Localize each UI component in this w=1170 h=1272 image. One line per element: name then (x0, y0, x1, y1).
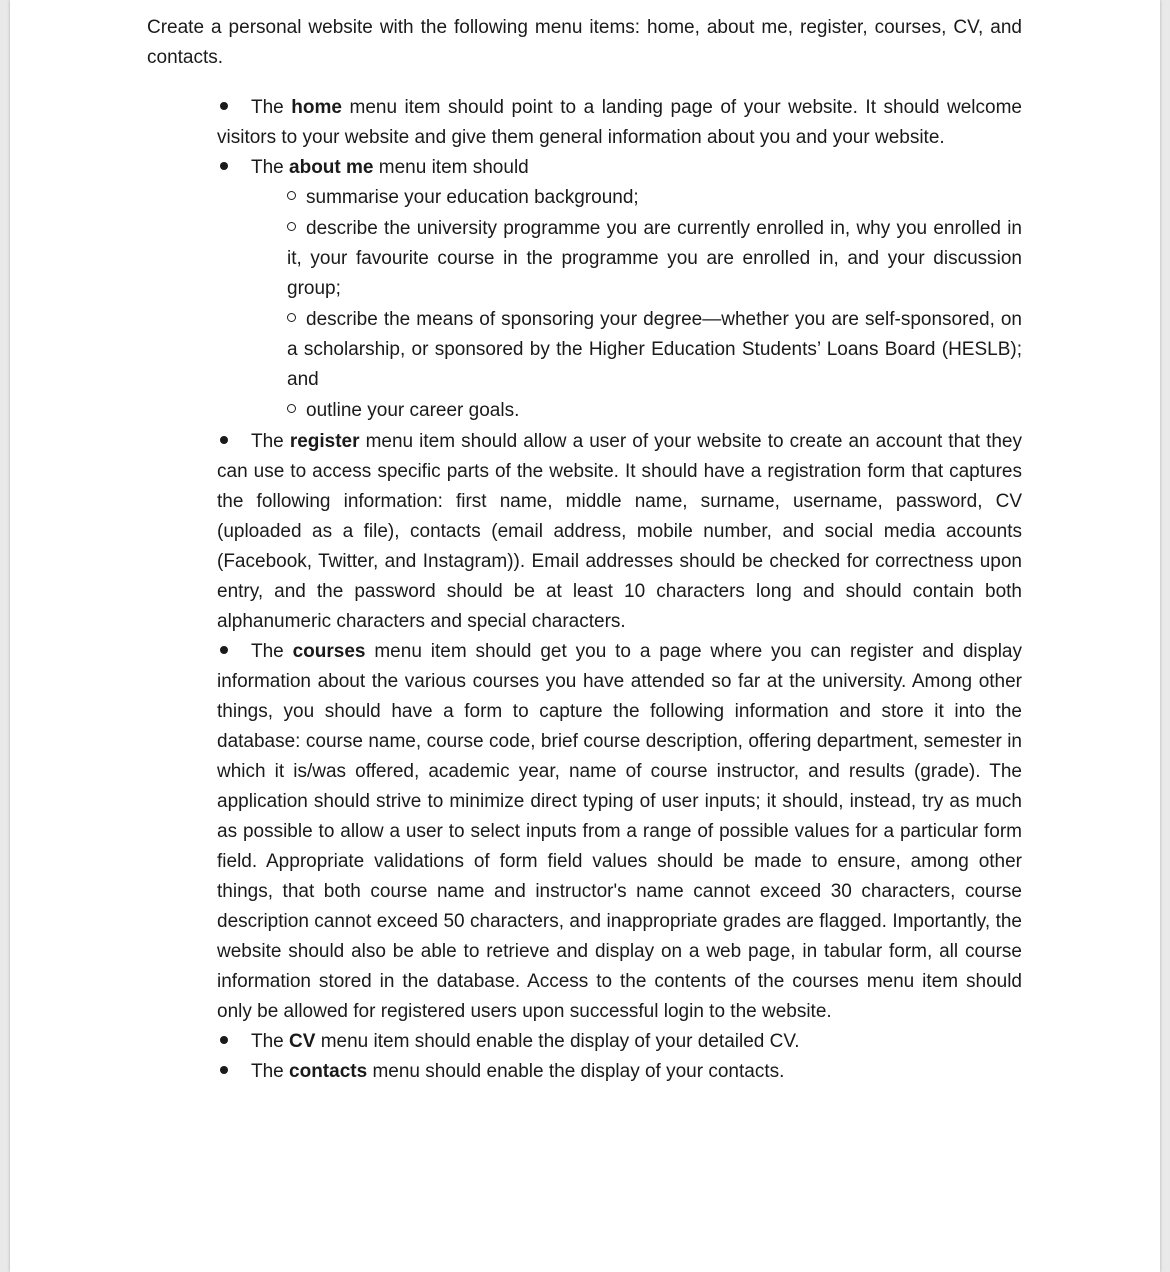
item-keyword-register: register (289, 431, 360, 452)
bullet-icon (220, 162, 228, 170)
document-body (147, 13, 1022, 1087)
document-page (10, 0, 1160, 1272)
bullet-icon (220, 436, 228, 444)
list-item-courses (217, 637, 1022, 1027)
list-item-about-me (217, 153, 1022, 426)
item-prefix: The (251, 1061, 290, 1082)
item-prefix: The (251, 641, 293, 662)
item-text: menu item should get you to a page where you can register and display information about the various courses you have attended so far at the university. Among other things, you should have a form to capture the following information and store it into the database: course name, course code, brief course description, offering department, semester in which it is/was offered, academic year, name of course instructor, and results (grade). The application should strive to minimize direct typing of user inputs; it should, instead, try as much as possible to allow a user to select inputs from a range of possible values for a particular form field. Appropriate validations of form field values should be made to ensure, among other things, that both course name and instructor's name cannot exceed 30 characters, course description cannot exceed 50 characters, and inappropriate grades are flagged. Importantly, the website should also be able to retrieve and display on a web page, in tabular form, all course information stored in the database. Access to the contents of the courses menu item should only be allowed for registered users upon successful login to the website. (217, 641, 1022, 1022)
item-text: menu should enable the display of your contacts. (367, 1061, 785, 1082)
sublist-item: outline your career goals. (287, 396, 1022, 426)
item-prefix: The (251, 97, 292, 118)
item-keyword-contacts: contacts (289, 1061, 368, 1082)
bullet-icon (220, 1036, 228, 1044)
item-keyword-cv: CV (289, 1031, 316, 1052)
bullet-icon (220, 102, 228, 110)
menu-requirements-list (147, 93, 1022, 1087)
item-text: menu item should enable the display of your detailed CV. (315, 1031, 800, 1052)
item-text: menu item should allow a user of your website to create an account that they can use to access specific parts of the website. It should have a registration form that captures the following information: first name, middle name, surname, username, password, CV (uploaded as a file), contacts (email address, mobile number, and social media accounts (Facebook, Twitter, and Instagram)). Email addresses should be checked for correctness upon entry, and the password should be at least 10 characters long and should contain both alphanumeric characters and special characters. (217, 431, 1022, 632)
circle-bullet-icon (287, 404, 296, 413)
intro-paragraph: Create a personal website with the following menu items: home, about me, register, courses, CV, and contacts. (147, 17, 1022, 68)
item-text: menu item should point to a landing page of your website. It should welcome visitors to your website and give them general information about you and your website. (217, 97, 1022, 148)
item-keyword-home: home (291, 97, 342, 118)
sublist-item: describe the university programme you are currently enrolled in, why you enrolled in it, your favourite course in the programme you are enrolled in, and your discussion group; (287, 218, 1022, 299)
circle-bullet-icon (287, 222, 296, 231)
circle-bullet-icon (287, 313, 296, 322)
list-item-register (217, 427, 1022, 637)
list-item-cv (217, 1027, 1022, 1057)
sublist-item: describe the means of sponsoring your degree—whether you are self-sponsored, on a scholarship, or sponsored by the Higher Education Students’ Loans Board (HESLB); and (287, 309, 1022, 390)
circle-bullet-icon (287, 191, 296, 200)
item-prefix: The (251, 431, 290, 452)
item-text: menu item should (373, 157, 529, 178)
item-keyword-about-me: about me (289, 157, 374, 178)
item-prefix: The (251, 1031, 290, 1052)
bullet-icon (220, 1066, 228, 1074)
about-me-sublist (217, 183, 1022, 426)
bullet-icon (220, 646, 228, 654)
sublist-item: summarise your education background; (287, 183, 1022, 213)
list-item-contacts (217, 1057, 1022, 1087)
list-item-home (217, 93, 1022, 153)
item-keyword-courses: courses (292, 641, 366, 662)
item-prefix: The (251, 157, 290, 178)
